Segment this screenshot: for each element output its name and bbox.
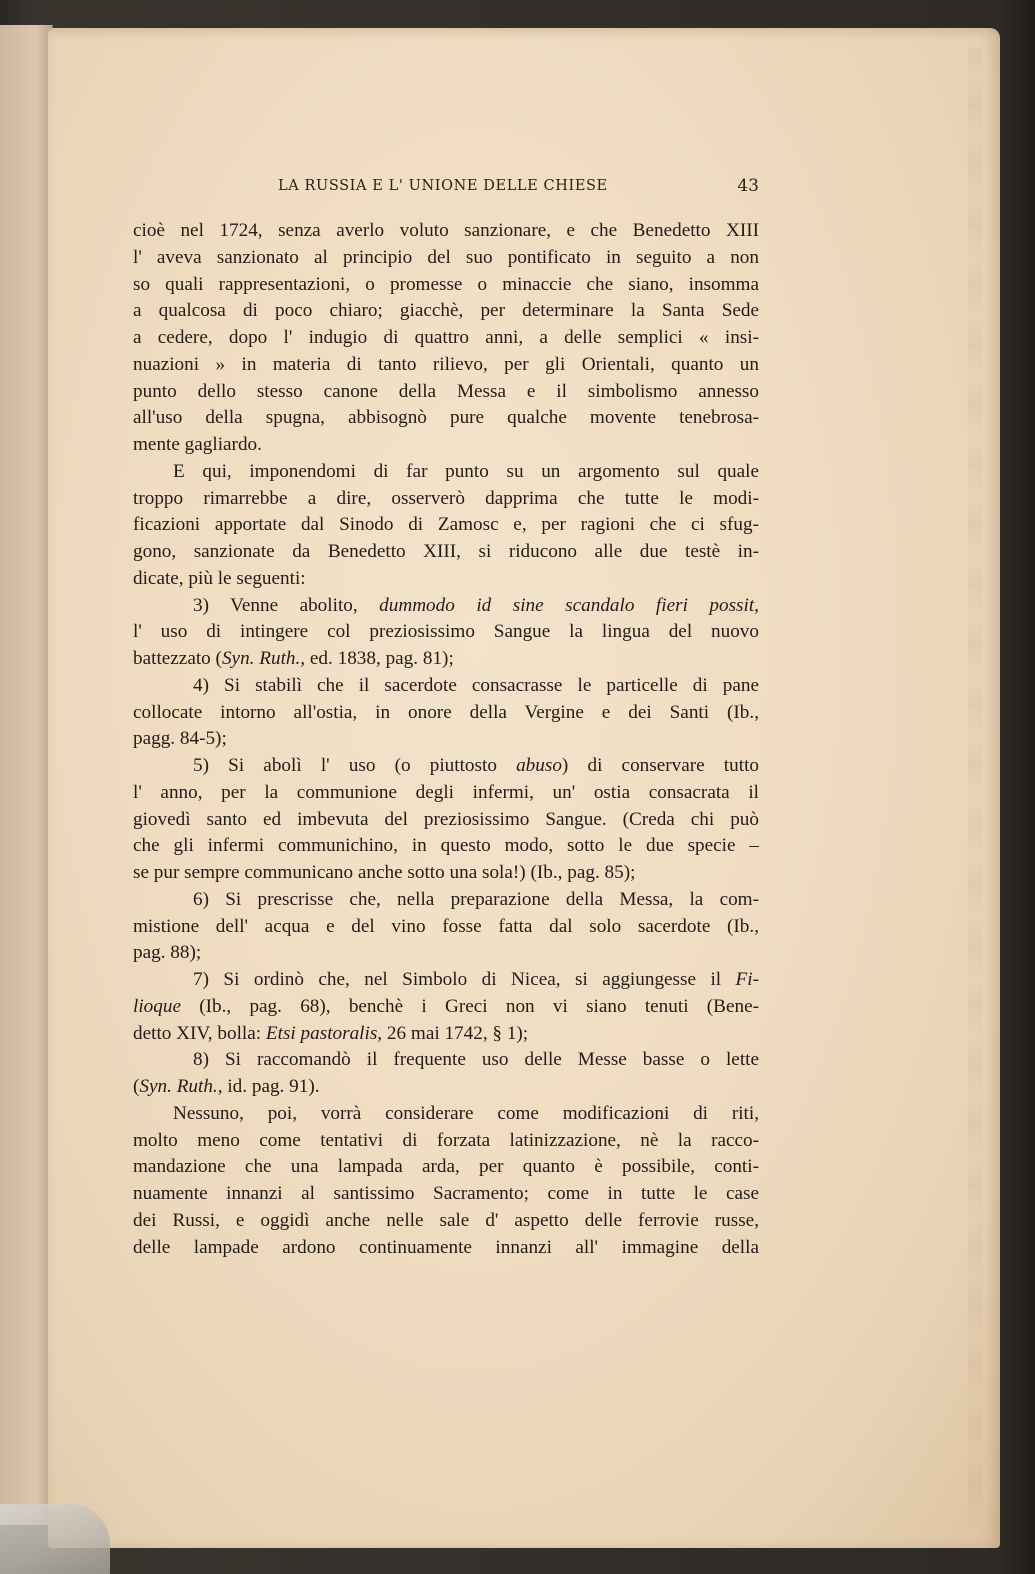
text-run: ed. 1838, pag. 81); <box>305 648 454 669</box>
text-line <box>133 646 759 673</box>
italic-run: Etsi pastoralis, <box>265 1022 383 1044</box>
text-run: 5) Si abolì l' uso (o piuttosto <box>193 755 517 776</box>
italic-run: dummodo id sine scandalo fieri possit, <box>379 594 759 616</box>
list-item-4-line: 4) Si stabilì che il sacerdote consacrasse le particelle di pane <box>193 674 759 696</box>
text-line: se pur sempre communicano anche sotto una sola!) (Ib., pag. 85); <box>133 862 636 883</box>
text-line: pagg. 84-5); <box>133 728 227 750</box>
text-line: pag. 88); <box>133 942 202 964</box>
text-run: id. pag. 91). <box>222 1076 320 1097</box>
list-item-5-line <box>133 753 759 780</box>
text-line: nuazioni » in materia di tanto rilievo, per gli Orientali, quanto un <box>133 353 759 375</box>
text-run: 7) Si ordinò che, nel Simbolo di Nicea, si aggiungesse il <box>193 969 736 990</box>
text-line: so quali rappresentazioni, o promesse o minaccie che siano, insomma <box>133 273 759 295</box>
text-line: molto meno come tentativi di forzata latinizzazione, nè la racco- <box>133 1129 759 1151</box>
text-line: giovedì santo ed imbevuta del preziosissimo Sangue. (Creda chi può <box>133 808 759 830</box>
text-run: (Ib., pag. 68), benchè i Greci non vi siano tenuti (Bene- <box>180 995 759 1017</box>
list-item-8-line: 8) Si raccomandò il frequente uso delle Messe basse o lette <box>193 1049 759 1071</box>
italic-run: Fi- <box>735 969 759 990</box>
text-line: che gli infermi communichino, in questo modo, sotto le due specie – <box>133 835 759 857</box>
text-line: a cedere, dopo l' indugio di quattro anni, a delle semplici « insi- <box>133 327 759 348</box>
text-line: l' anno, per la communione degli infermi, un' ostia consacrata il <box>133 781 759 803</box>
text-line: mistione dell' acqua e del vino fosse fatta dal solo sacerdote (Ib., <box>133 915 759 937</box>
body-text <box>133 218 759 1261</box>
list-item-6-line: 6) Si prescrisse che, nella preparazione della Messa, la com- <box>193 888 759 910</box>
text-run: detto XIV, bolla: <box>133 1022 266 1044</box>
italic-run: Syn. Ruth., <box>221 648 306 669</box>
text-line <box>133 1021 759 1048</box>
previous-page-edge <box>0 25 53 1525</box>
text-line: nuamente innanzi al santissimo Sacramento; come in tutte le case <box>133 1183 759 1204</box>
text-line: l' aveva sanzionato al principio del suo pontificato in seguito a non <box>133 246 759 268</box>
text-line: collocate intorno all'ostia, in onore della Vergine e dei Santi (Ib., <box>133 701 759 723</box>
text-line: troppo rimarrebbe a dire, osserverò dapprima che tutte le modi- <box>133 487 759 509</box>
list-item-7-line <box>133 967 759 994</box>
list-item-3-line <box>133 593 759 620</box>
text-line <box>133 994 759 1021</box>
page-header <box>133 176 759 198</box>
text-line: dicate, più le seguenti: <box>133 567 306 589</box>
text-line: E qui, imponendomi di far punto su un argomento sul quale <box>173 460 759 482</box>
text-line: cioè nel 1724, senza averlo voluto sanzionare, e che Benedetto XIII <box>133 220 759 241</box>
tissue-paper-corner <box>0 1504 110 1574</box>
text-line: dei Russi, e oggidì anche nelle sale d' aspetto delle ferrovie russe, <box>133 1209 759 1231</box>
text-run: ( <box>133 1076 140 1097</box>
italic-run: lioque <box>133 995 181 1017</box>
text-run: 3) Venne abolito, <box>193 594 380 616</box>
text-line: all'uso della spugna, abbisognò pure qualche movente tenebrosa- <box>133 407 759 429</box>
text-line: delle lampade ardono continuamente innanzi all' immagine della <box>133 1236 759 1258</box>
text-run: battezzato ( <box>133 648 222 669</box>
text-run: 26 mai 1742, § 1); <box>382 1022 529 1044</box>
text-line: punto dello stesso canone della Messa e il simbolismo annesso <box>133 380 759 402</box>
text-line: l' uso di intingere col preziosissimo Sangue la lingua del nuovo <box>133 621 759 643</box>
text-line: gono, sanzionate da Benedetto XIII, si riducono alle due testè in- <box>133 541 759 562</box>
text-run: ) di conservare tutto <box>561 755 759 776</box>
text-line: mente gagliardo. <box>133 434 262 455</box>
text-line: a qualcosa di poco chiaro; giacchè, per determinare la Santa Sede <box>133 300 759 322</box>
running-title: LA RUSSIA E L' UNIONE DELLE CHIESE <box>278 178 608 194</box>
text-line <box>133 1074 759 1101</box>
italic-run: Syn. Ruth., <box>139 1076 223 1097</box>
italic-run: abuso <box>516 755 562 776</box>
page-number: 43 <box>737 176 759 196</box>
text-line: mandazione che una lampada arda, per quanto è possibile, conti- <box>133 1156 759 1178</box>
text-line: ficazioni apportate dal Sinodo di Zamosc e, per ragioni che ci sfug- <box>133 514 759 536</box>
text-line: Nessuno, poi, vorrà considerare come modificazioni di riti, <box>173 1102 759 1124</box>
